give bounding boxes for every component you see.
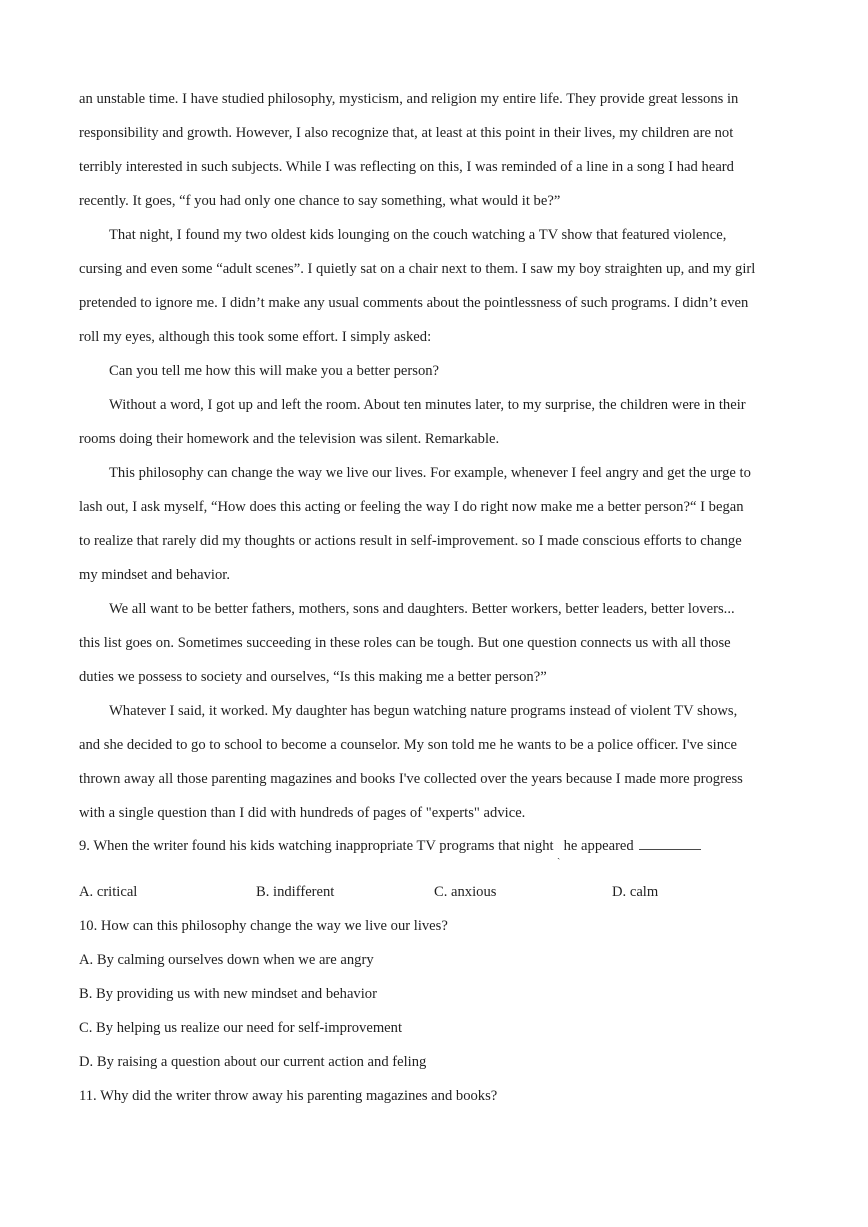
- question-10-stem: 10. How can this philosophy change the way we live our lives?: [79, 918, 448, 934]
- passage-line: with a single question than I did with hundreds of pages of "experts" advice.: [79, 805, 526, 821]
- passage-line: roll my eyes, although this took some effort. I simply asked:: [79, 329, 432, 345]
- question-9: [79, 836, 701, 858]
- passage-line: rooms doing their homework and the television was silent. Remarkable.: [79, 431, 500, 447]
- passage-line: pretended to ignore me. I didn’t make any usual comments about the pointlessness of such programs. I didn’t even: [79, 295, 749, 311]
- passage-line: Without a word, I got up and left the room. About ten minutes later, to my surprise, the children were in their: [109, 397, 746, 413]
- question-9-option-d: D. calm: [612, 884, 659, 900]
- passage-line: Whatever I said, it worked. My daughter has begun watching nature programs instead of violent TV shows,: [109, 703, 738, 719]
- question-10-option-b: B. By providing us with new mindset and behavior: [79, 986, 377, 1002]
- question-9-option-a: A. critical: [79, 884, 138, 900]
- passage-line: this list goes on. Sometimes succeeding in these roles can be tough. But one question connects us with all those: [79, 635, 731, 651]
- question-9-options: [79, 882, 799, 902]
- passage-line: an unstable time. I have studied philosophy, mysticism, and religion my entire life. They provide great lessons in: [79, 91, 739, 107]
- passage-line: lash out, I ask myself, “How does this acting or feeling the way I do right now make me a better person?“ I began: [79, 499, 744, 515]
- question-9-option-c: C. anxious: [434, 884, 497, 900]
- passage-line: my mindset and behavior.: [79, 567, 231, 583]
- passage-line: cursing and even some “adult scenes”. I quietly sat on a chair next to them. I saw my boy straighten up, and my girl: [79, 261, 756, 277]
- question-9-option-b: B. indifferent: [256, 884, 335, 900]
- question-9-separator: ˏ: [556, 849, 561, 860]
- passage-line: duties we possess to society and ourselves, “Is this making me a better person?”: [79, 669, 547, 685]
- question-11-stem: 11. Why did the writer throw away his parenting magazines and books?: [79, 1088, 498, 1104]
- question-9-stem-end: he appeared: [563, 838, 634, 854]
- passage-line: Can you tell me how this will make you a better person?: [109, 363, 440, 379]
- passage-line: recently. It goes, “f you had only one chance to say something, what would it be?”: [79, 193, 561, 209]
- passage-line: We all want to be better fathers, mothers, sons and daughters. Better workers, better leaders, better lovers...: [109, 601, 735, 617]
- reading-passage: [79, 82, 785, 830]
- question-10-option-a: A. By calming ourselves down when we are angry: [79, 952, 374, 968]
- passage-line: This philosophy can change the way we live our lives. For example, whenever I feel angry and get the urge to: [109, 465, 751, 481]
- passage-line: That night, I found my two oldest kids lounging on the couch watching a TV show that featured violence,: [109, 227, 727, 243]
- answer-blank: [639, 836, 701, 850]
- passage-line: responsibility and growth. However, I also recognize that, at least at this point in their lives, my children are not: [79, 125, 734, 141]
- passage-line: terribly interested in such subjects. While I was reflecting on this, I was reminded of a line in a song I had heard: [79, 159, 734, 175]
- passage-line: and she decided to go to school to become a counselor. My son told me he wants to be a police officer. I've since: [79, 737, 738, 753]
- question-10-option-c: C. By helping us realize our need for self-improvement: [79, 1020, 402, 1036]
- question-10-option-d: D. By raising a question about our current action and feling: [79, 1054, 427, 1070]
- passage-line: to realize that rarely did my thoughts or actions result in self-improvement. so I made conscious efforts to change: [79, 533, 742, 549]
- question-9-stem: 9. When the writer found his kids watching inappropriate TV programs that night: [79, 838, 554, 854]
- passage-line: thrown away all those parenting magazines and books I've collected over the years because I made more progress: [79, 771, 743, 787]
